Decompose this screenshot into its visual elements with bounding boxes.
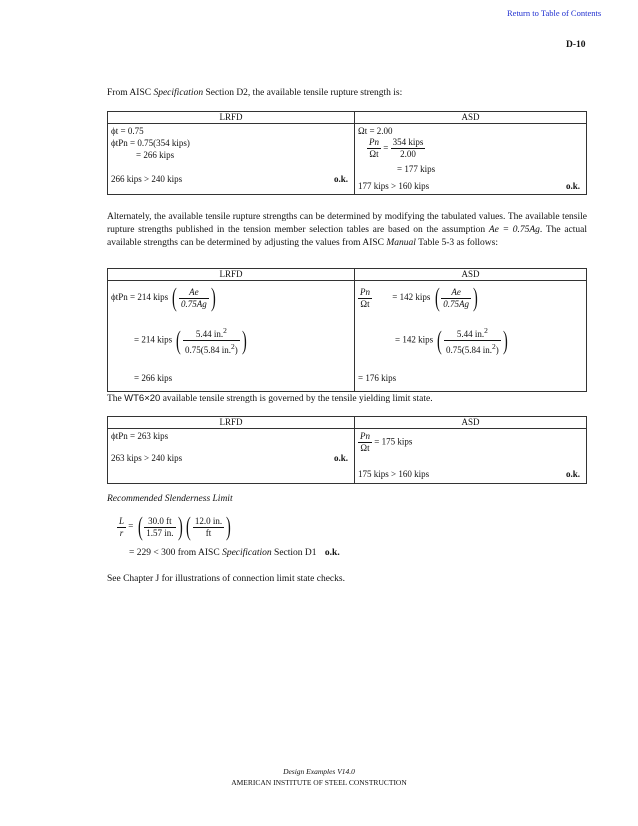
asd-frac-num: 354 kips xyxy=(392,137,424,147)
table3-asd-header: ASD xyxy=(355,417,587,429)
return-to-toc-link[interactable]: Return to Table of Contents xyxy=(507,8,602,18)
table3-lrfd-header: LRFD xyxy=(108,417,355,429)
sl-f1-num: 30.0 ft xyxy=(144,516,175,528)
asd-eq2: = 177 kips xyxy=(397,164,436,174)
slenderness-equation: $\frac{L}{r}$ = ( $\frac{30.0 ft}{1.57 in.}$ ) ( $\frac{12.0 in.}{ft}$ ) xyxy=(119,512,231,541)
sup2c: 2 xyxy=(484,326,488,335)
sl-f2-den: ft xyxy=(205,527,212,538)
wt-shape: WT6×20 xyxy=(124,393,161,404)
t3-lrfd-eq: ϕtPn = 263 kips xyxy=(111,431,169,441)
page-number: D-10 xyxy=(566,40,586,50)
frac-ag2: 0.75Ag xyxy=(443,298,470,309)
lrfd-check: 266 kips > 240 kips xyxy=(111,174,183,184)
frac-ae: Ae xyxy=(179,287,209,299)
sl-eq: = xyxy=(128,521,134,532)
lrfd-result: = 266 kips xyxy=(134,373,173,383)
asd-result: = 176 kips xyxy=(358,373,397,383)
alt-manual: Manual xyxy=(386,238,416,248)
sup2: 2 xyxy=(223,326,227,335)
table3-lrfd-cell xyxy=(108,429,355,484)
footer-org: AMERICAN INSTITUTE OF STEEL CONSTRUCTION xyxy=(231,778,407,787)
frac2-den-a2: 0.75 xyxy=(446,345,462,355)
sup2d: 2 xyxy=(492,342,496,351)
pn-symbol2: Pn xyxy=(360,286,370,297)
sl-result-prefix: = 229 < 300 from AISC xyxy=(129,548,223,558)
sl-f2-num: 12.0 in. xyxy=(194,515,223,526)
asd-eq-b: = 142 kips ( $\frac{5.44 in.^2}{0.75(5.84 in.^2)}$ ) xyxy=(395,325,508,355)
table2-asd-header: ASD xyxy=(355,269,587,281)
sl-ok: o.k. xyxy=(324,548,340,558)
sup2b: 2 xyxy=(231,342,235,351)
lrfd-eq2: = 266 kips xyxy=(136,150,175,160)
table2-lrfd-header: LRFD xyxy=(108,269,355,281)
table1-lrfd-header: LRFD xyxy=(108,112,355,124)
intro-paragraph xyxy=(107,87,587,100)
t3-lrfd-check: 263 kips > 240 kips xyxy=(111,453,183,463)
lrfd-eq-b: = 214 kips ( $\frac{5.44 in.^2}{0.75(5.84 in.^2)}$ ) xyxy=(134,325,247,355)
alt-ae: Ae = 0.75Ag xyxy=(488,225,540,235)
sl-result-suffix: Section D1 xyxy=(271,548,317,558)
rupture-strength-table xyxy=(107,111,587,195)
t3-lrfd-ok: o.k. xyxy=(333,453,348,463)
lrfd-eq-a: ϕtPn = 214 kips ( $\frac{Ae}{0.75Ag}$ ) xyxy=(111,283,216,312)
asd-fraction-eq xyxy=(367,137,425,160)
lrfd-eq1: ϕtPn = 0.75(354 kips) xyxy=(111,138,190,148)
t3-asd-eq-wrap xyxy=(358,431,412,454)
asd-rhs1: = 142 kips xyxy=(392,292,431,303)
table1-asd-cell xyxy=(355,124,587,195)
alternate-paragraph xyxy=(107,211,587,250)
modified-strength-table xyxy=(107,268,587,392)
lrfd-phi: ϕt = 0.75 xyxy=(111,126,144,136)
governing-strength-table xyxy=(107,416,587,484)
pn-symbol: Pn xyxy=(369,137,379,147)
frac2-den-b: 5.84 in. xyxy=(203,345,232,355)
frac2-num2: 5.44 in. xyxy=(456,329,485,339)
table2-lrfd-cell xyxy=(108,281,355,392)
frac2-den-b2: 5.84 in. xyxy=(464,345,493,355)
table1-asd-header: ASD xyxy=(355,112,587,124)
intro-spec: Specification xyxy=(153,88,204,98)
wt-sentence xyxy=(107,392,587,406)
lrfd-lhs: ϕtPn = 214 kips xyxy=(111,292,169,303)
lrfd-ok: o.k. xyxy=(333,174,348,184)
t3-asd-eq: = 175 kips xyxy=(374,436,413,447)
asd-rhs2: = 142 kips xyxy=(395,334,434,345)
asd-frac-den: 2.00 xyxy=(400,149,416,159)
intro-prefix: From AISC xyxy=(107,88,154,98)
omega-symbol: Ωt xyxy=(369,149,379,159)
pn-symbol3: Pn xyxy=(360,431,370,441)
sl-spec: Specification xyxy=(222,548,272,558)
sl-f1-den: 1.57 in. xyxy=(146,527,174,538)
asd-eq-a: $\frac{Pn}{\Omega t}$ = 142 kips ( $\frac{Ae}{0.75Ag}$ ) xyxy=(360,283,478,312)
frac-ae2: Ae xyxy=(441,287,471,299)
sl-L: L xyxy=(119,515,125,526)
asd-omega: Ωt = 2.00 xyxy=(358,126,393,136)
table3-asd-cell xyxy=(355,429,587,484)
omega-symbol3: Ωt xyxy=(360,443,370,453)
asd-ok: o.k. xyxy=(565,181,580,191)
slenderness-result xyxy=(129,548,340,558)
omega-symbol2: Ωt xyxy=(360,298,370,309)
asd-check: 177 kips > 160 kips xyxy=(358,181,430,191)
slenderness-title: Recommended Slenderness Limit xyxy=(107,494,233,504)
sl-r: r xyxy=(119,527,124,538)
footer-title: Design Examples V14.0 xyxy=(283,767,355,776)
closing-sentence: See Chapter J for illustrations of connection limit state checks. xyxy=(107,574,345,584)
frac2-num: 5.44 in. xyxy=(195,329,224,339)
wt-prefix: The xyxy=(107,394,125,404)
alt-text3: Table 5-3 as follows: xyxy=(415,238,498,248)
t3-asd-check: 175 kips > 160 kips xyxy=(358,469,430,479)
wt-suffix: available tensile strength is governed by the tensile yielding limit state. xyxy=(160,394,433,404)
table1-lrfd-cell xyxy=(108,124,355,195)
alt-text1: Alternately, the available tensile rupture strengths can be determined by modifying the tabulated values. The available tensile rupture strengths published in the tension member selection tables are based on the assumption xyxy=(107,212,587,235)
frac2-den-a: 0.75 xyxy=(185,345,201,355)
lrfd-rhs2: = 214 kips xyxy=(134,334,173,345)
intro-suffix: Section D2, the available tensile rupture strength is: xyxy=(203,88,403,98)
frac-ag: 0.75Ag xyxy=(181,298,207,309)
t3-asd-ok: o.k. xyxy=(565,469,580,479)
alt-text2: . The actual available strengths can be determined by adjusting the values from AISC xyxy=(107,225,588,248)
table2-asd-cell xyxy=(355,281,587,392)
equals-sign: = xyxy=(383,142,389,153)
